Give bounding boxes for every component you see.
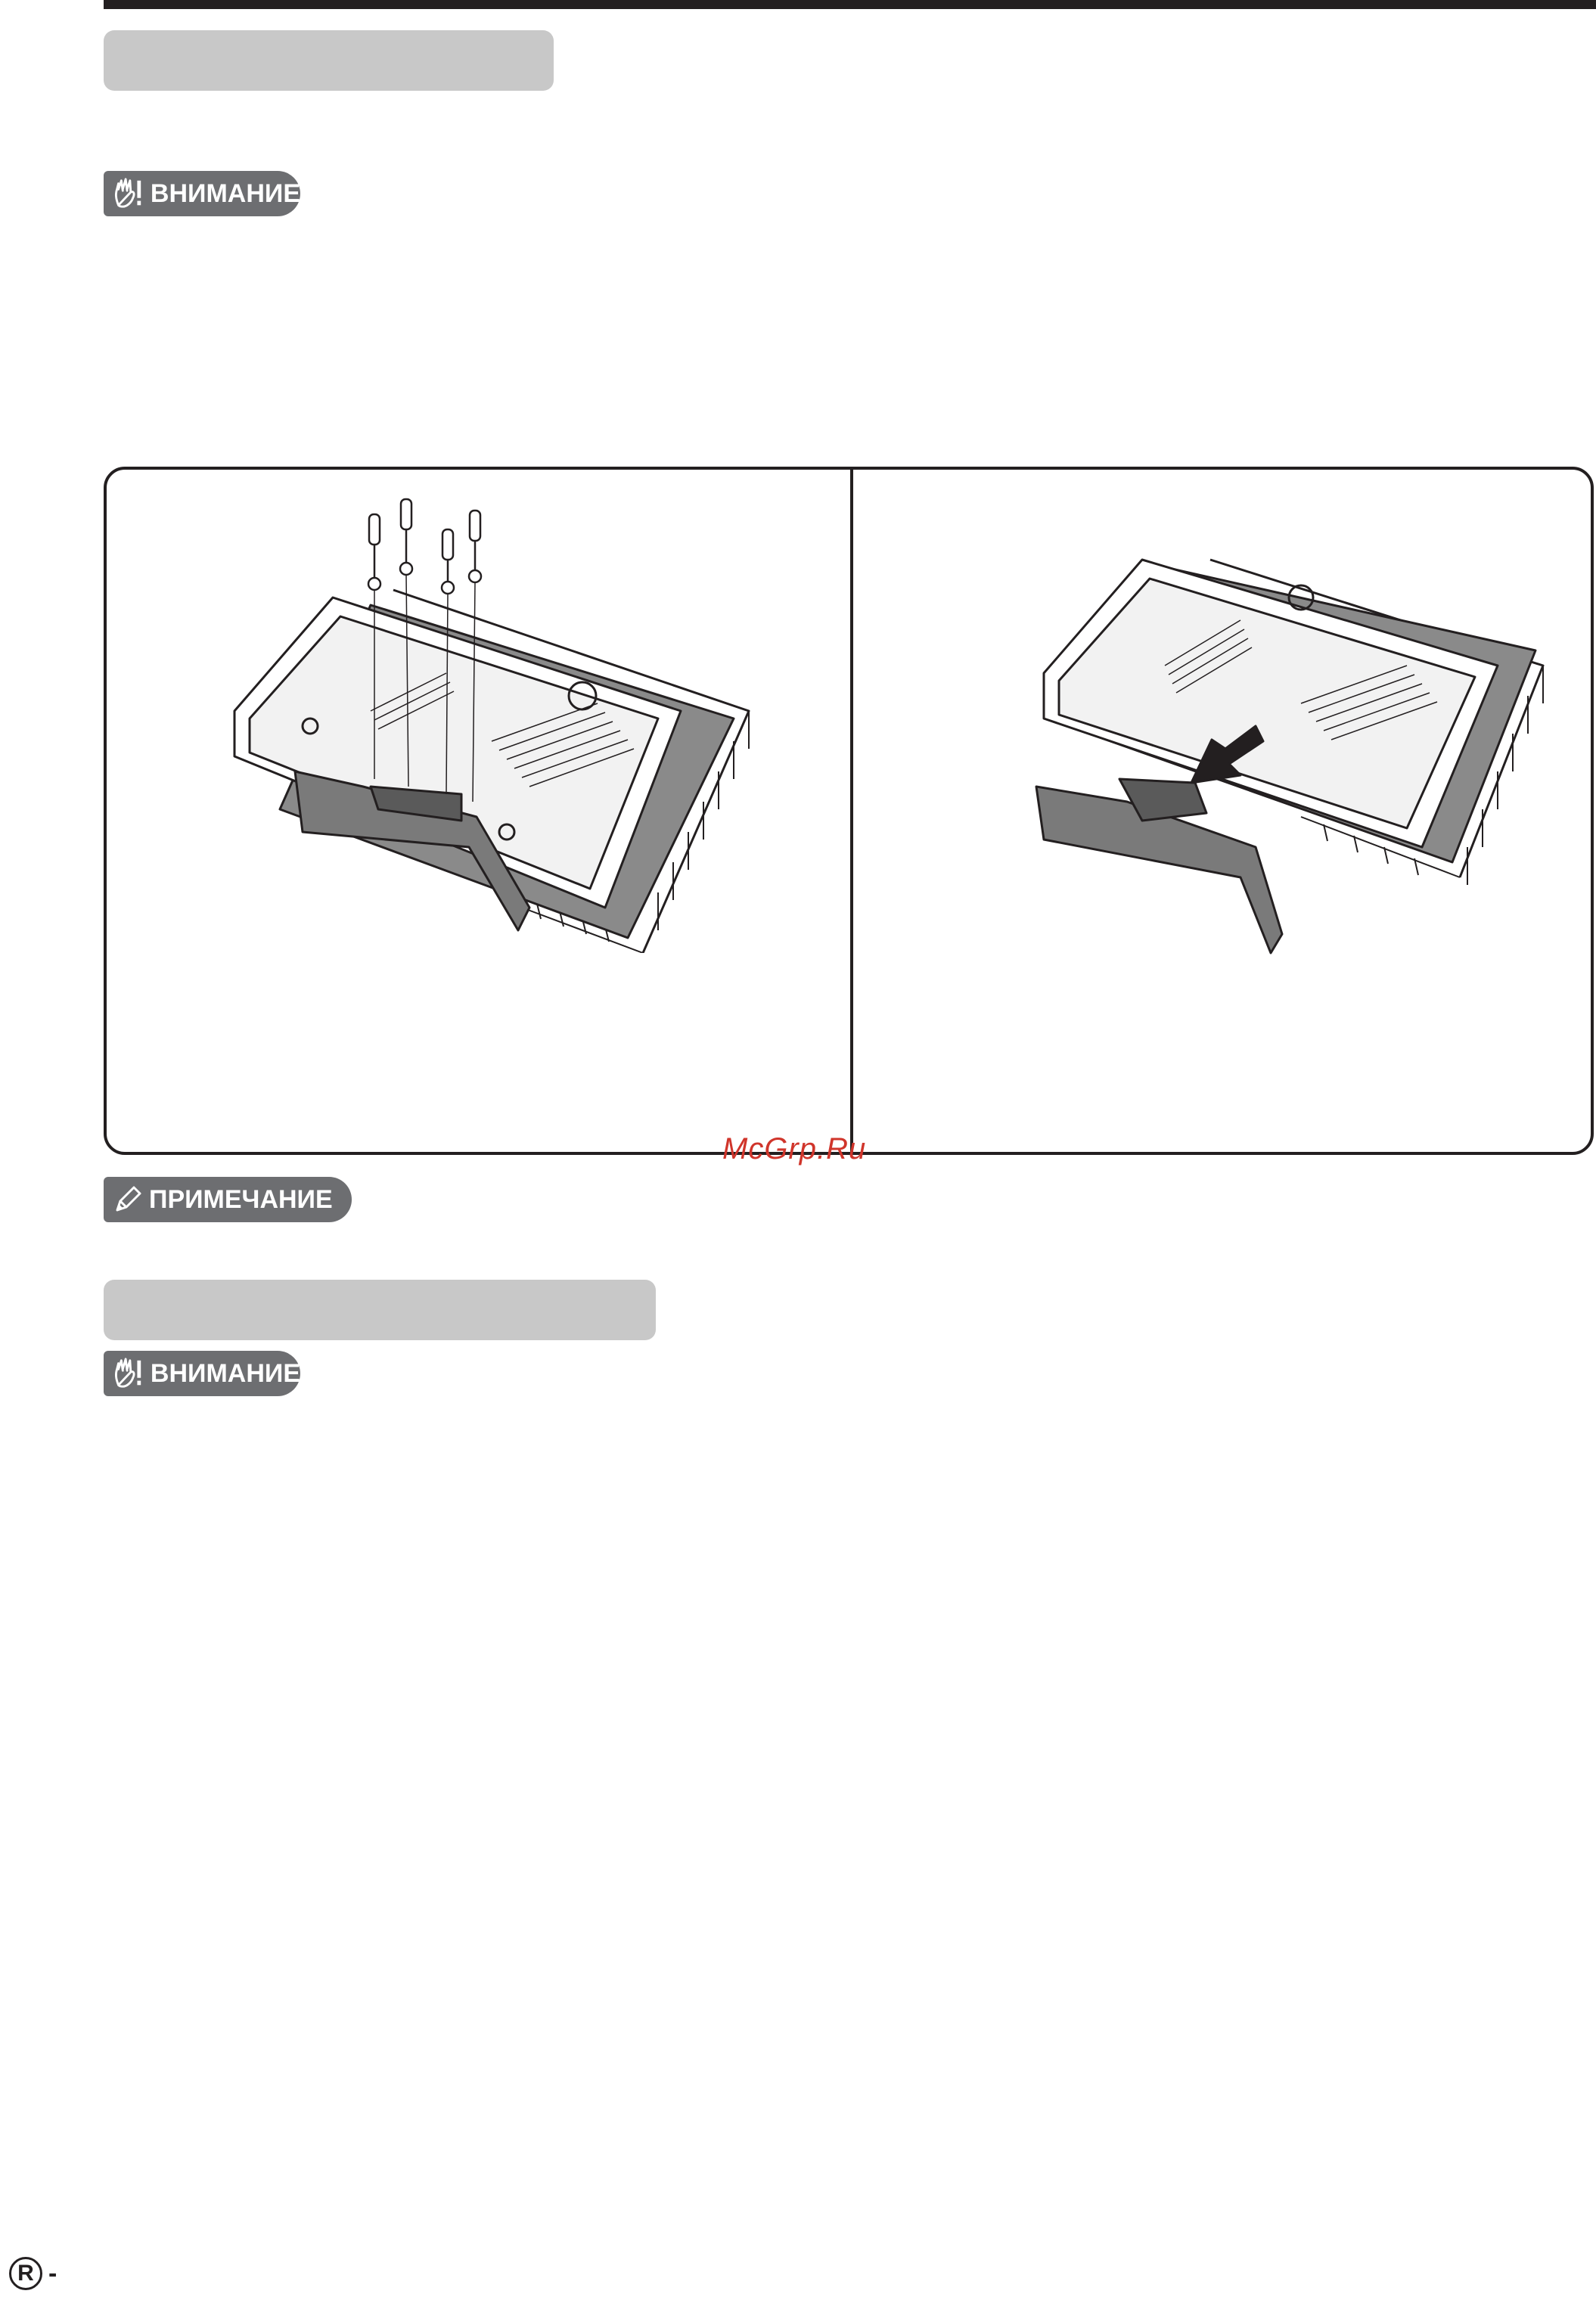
hand-warning-icon xyxy=(111,1355,146,1392)
caution-label-1: ВНИМАНИЕ xyxy=(150,178,300,208)
note-badge xyxy=(104,1177,352,1222)
page-separator: - xyxy=(48,2258,57,2288)
page-marker xyxy=(9,2257,57,2290)
region-circle xyxy=(9,2257,42,2290)
caution-badge-2 xyxy=(104,1351,300,1396)
caution-label-2: ВНИМАНИЕ xyxy=(150,1358,300,1388)
section-header-bar-1 xyxy=(104,30,554,91)
watermark-text: McGrp.Ru xyxy=(722,1132,867,1166)
illustration-divider xyxy=(850,469,853,1153)
hand-warning-icon xyxy=(111,175,146,212)
note-label: ПРИМЕЧАНИЕ xyxy=(149,1184,333,1214)
pencil-icon xyxy=(111,1183,144,1216)
illustration-detach-stand xyxy=(1014,514,1566,968)
section-header-bar-2 xyxy=(104,1280,656,1340)
top-rule xyxy=(104,0,1596,9)
region-letter: R xyxy=(17,2261,34,2286)
caution-badge-1 xyxy=(104,171,300,216)
illustration-remove-screws xyxy=(219,484,794,953)
